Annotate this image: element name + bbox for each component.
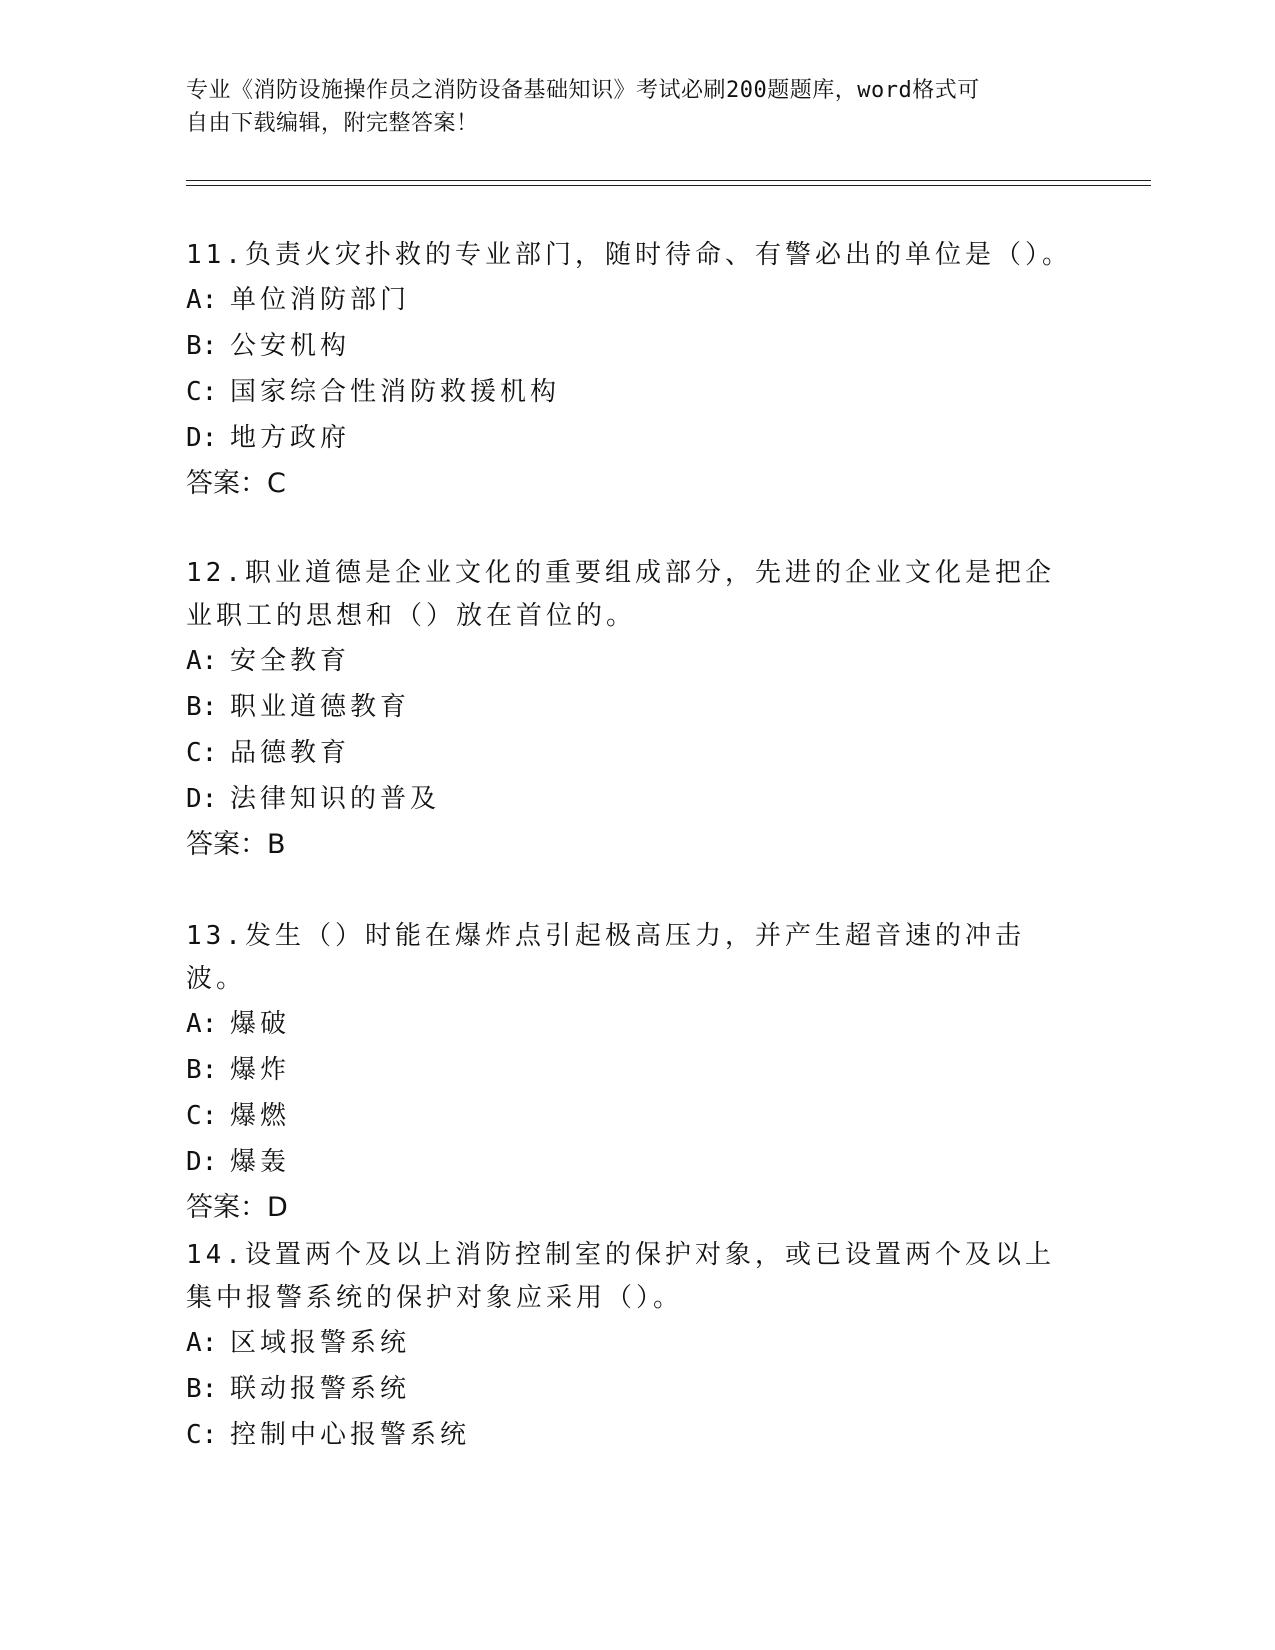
question-stem: 13.发生（）时能在爆炸点引起极高压力，并产生超音速的冲击波。 bbox=[186, 921, 1025, 994]
header-divider-bottom bbox=[186, 185, 1151, 186]
option-key: C: bbox=[186, 1420, 218, 1450]
option-key: B: bbox=[186, 692, 218, 722]
question-stem: 11.负责火灾扑救的专业部门，随时待命、有警必出的单位是（）。 bbox=[186, 240, 1072, 270]
option-d bbox=[186, 776, 1076, 822]
header-divider-top bbox=[186, 180, 1151, 181]
answer-line: 答案：B bbox=[186, 829, 286, 860]
answer-line: 答案：D bbox=[186, 1192, 288, 1223]
option-c bbox=[186, 1412, 1076, 1458]
option-text: 职业道德教育 bbox=[230, 692, 411, 722]
header-title-line2: 自由下载编辑，附完整答案！ bbox=[186, 111, 479, 136]
option-text: 品德教育 bbox=[230, 738, 351, 768]
option-text: 单位消防部门 bbox=[230, 285, 411, 315]
option-a bbox=[186, 277, 1076, 323]
option-key: A: bbox=[186, 1009, 218, 1039]
document-header bbox=[186, 74, 1066, 140]
option-b bbox=[186, 1366, 1076, 1412]
option-text: 区域报警系统 bbox=[230, 1328, 411, 1358]
option-text: 爆燃 bbox=[230, 1101, 291, 1131]
option-b bbox=[186, 684, 1076, 730]
option-key: D: bbox=[186, 784, 218, 814]
answer-line: 答案：C bbox=[186, 468, 286, 499]
option-b bbox=[186, 1047, 1076, 1093]
option-key: B: bbox=[186, 331, 218, 361]
option-c bbox=[186, 730, 1076, 776]
option-text: 公安机构 bbox=[230, 331, 351, 361]
option-text: 法律知识的普及 bbox=[230, 784, 441, 814]
question-stem: 14.设置两个及以上消防控制室的保护对象，或已设置两个及以上集中报警系统的保护对象应采用（）。 bbox=[186, 1240, 1055, 1313]
option-text: 地方政府 bbox=[230, 423, 351, 453]
option-c bbox=[186, 369, 1076, 415]
option-a bbox=[186, 1320, 1076, 1366]
option-text: 爆炸 bbox=[230, 1055, 291, 1085]
question-13 bbox=[186, 915, 1076, 1231]
option-key: B: bbox=[186, 1055, 218, 1085]
option-text: 爆破 bbox=[230, 1009, 291, 1039]
option-key: A: bbox=[186, 1328, 218, 1358]
option-text: 国家综合性消防救援机构 bbox=[230, 377, 561, 407]
question-14 bbox=[186, 1234, 1076, 1458]
option-a bbox=[186, 638, 1076, 684]
question-stem: 12.职业道德是企业文化的重要组成部分，先进的企业文化是把企业职工的思想和（）放在首位的。 bbox=[186, 558, 1055, 631]
option-key: B: bbox=[186, 1374, 218, 1404]
option-b bbox=[186, 323, 1076, 369]
option-text: 联动报警系统 bbox=[230, 1374, 411, 1404]
option-d bbox=[186, 1139, 1076, 1185]
option-key: C: bbox=[186, 377, 218, 407]
option-text: 爆轰 bbox=[230, 1147, 291, 1177]
option-key: A: bbox=[186, 646, 218, 676]
option-key: D: bbox=[186, 1147, 218, 1177]
option-c bbox=[186, 1093, 1076, 1139]
option-text: 控制中心报警系统 bbox=[230, 1420, 471, 1450]
header-title-line1: 专业《消防设施操作员之消防设备基础知识》考试必刷200题题库，word格式可 bbox=[186, 78, 980, 103]
option-key: C: bbox=[186, 1101, 218, 1131]
option-a bbox=[186, 1001, 1076, 1047]
option-key: C: bbox=[186, 738, 218, 768]
option-d bbox=[186, 415, 1076, 461]
option-key: D: bbox=[186, 423, 218, 453]
option-text: 安全教育 bbox=[230, 646, 351, 676]
question-12 bbox=[186, 552, 1076, 868]
question-11 bbox=[186, 234, 1076, 507]
option-key: A: bbox=[186, 285, 218, 315]
